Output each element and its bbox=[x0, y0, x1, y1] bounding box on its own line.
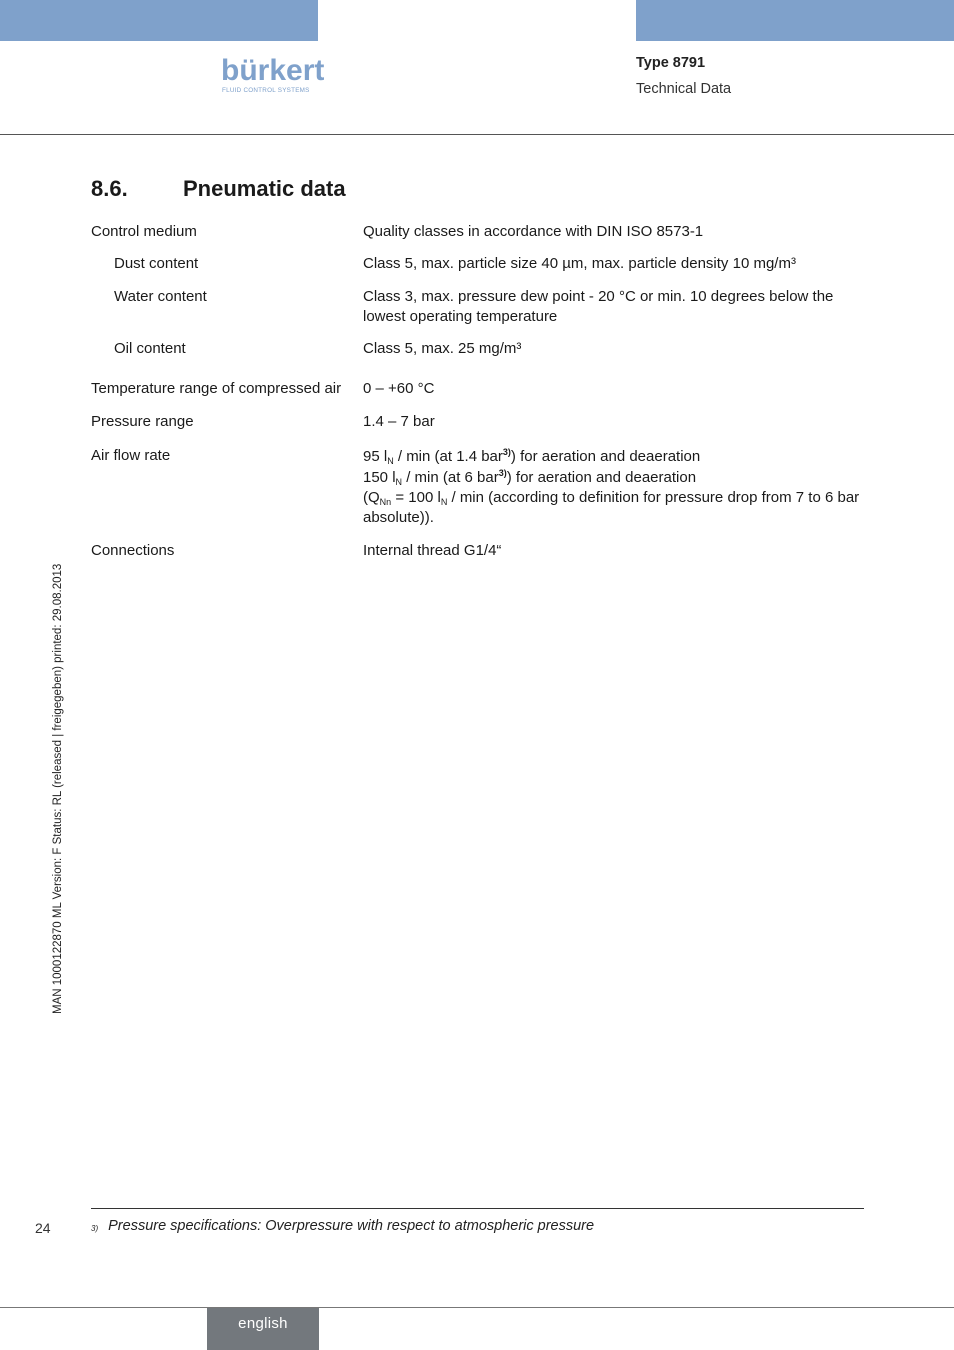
burkert-logo bbox=[221, 54, 325, 96]
row-label: Dust content bbox=[114, 255, 199, 272]
pneumatic-data-table bbox=[91, 222, 866, 561]
airflow-line-1: 95 $l_N$ / min (at 1.4 bar$^{3)}$) for aeration and deaeration bbox=[363, 447, 701, 466]
row-value: Class 3, max. pressure dew point - 20 °C or min. 10 degrees below the lowest operating temperature bbox=[363, 288, 834, 325]
row-value: Class 5, max. particle size 40 µm, max. particle density 10 mg/m³ bbox=[363, 255, 796, 272]
document-type: Type 8791 bbox=[636, 55, 706, 71]
section-number: 8.6. bbox=[91, 176, 128, 201]
footer-divider bbox=[0, 1307, 954, 1308]
airflow-line-2: 150 $l_N$ / min (at 6 bar$^{3)}$) for aeration and deaeration bbox=[363, 468, 697, 487]
section-heading bbox=[91, 176, 346, 202]
logo-wordmark: bürkert bbox=[221, 54, 325, 87]
page-number: 24 bbox=[35, 1220, 51, 1236]
row-label: Air flow rate bbox=[91, 447, 171, 464]
footnote-divider bbox=[91, 1208, 864, 1209]
header-divider bbox=[0, 134, 954, 135]
logo-subtitle: FLUID CONTROL SYSTEMS bbox=[222, 87, 310, 94]
table-row bbox=[91, 412, 866, 432]
row-label: Connections bbox=[91, 542, 175, 559]
table-row bbox=[91, 287, 866, 327]
table-row bbox=[91, 222, 866, 242]
table-row bbox=[91, 339, 866, 359]
row-label: Temperature range of compressed air bbox=[91, 380, 342, 397]
top-color-bar-left bbox=[0, 0, 318, 41]
footnote-mark: 3) bbox=[91, 1224, 99, 1233]
row-value: 0 – +60 °C bbox=[363, 380, 435, 397]
table-row bbox=[91, 379, 866, 399]
row-label: Water content bbox=[114, 288, 207, 305]
row-label: Pressure range bbox=[91, 413, 194, 430]
row-value: Class 5, max. 25 mg/m³ bbox=[363, 340, 522, 357]
footnote bbox=[91, 1218, 594, 1234]
table-row bbox=[91, 446, 866, 528]
row-label: Oil content bbox=[114, 340, 186, 357]
row-value: Internal thread G1/4“ bbox=[363, 542, 502, 559]
row-value: 1.4 – 7 bar bbox=[363, 413, 435, 430]
row-value: Quality classes in accordance with DIN ISO 8573-1 bbox=[363, 223, 704, 240]
airflow-line-3: ($Q_{Nn} = 100$ $l_N$ / min (according to definition for pressure drop from 7 to 6 bar absolute)). bbox=[363, 489, 860, 526]
language-tab: english bbox=[207, 1308, 319, 1350]
document-section: Technical Data bbox=[636, 81, 732, 97]
row-value bbox=[363, 446, 866, 528]
row-label: Control medium bbox=[91, 223, 197, 240]
table-row bbox=[91, 254, 866, 274]
document-metadata-vertical: MAN 1000122870 ML Version: F Status: RL (released | freigegeben) printed: 29.08.2013 bbox=[52, 563, 64, 1014]
table-row bbox=[91, 541, 866, 561]
section-title: Pneumatic data bbox=[183, 176, 346, 201]
footnote-text: Pressure specifications: Overpressure with respect to atmospheric pressure bbox=[108, 1218, 595, 1234]
top-color-bar-right bbox=[636, 0, 954, 41]
